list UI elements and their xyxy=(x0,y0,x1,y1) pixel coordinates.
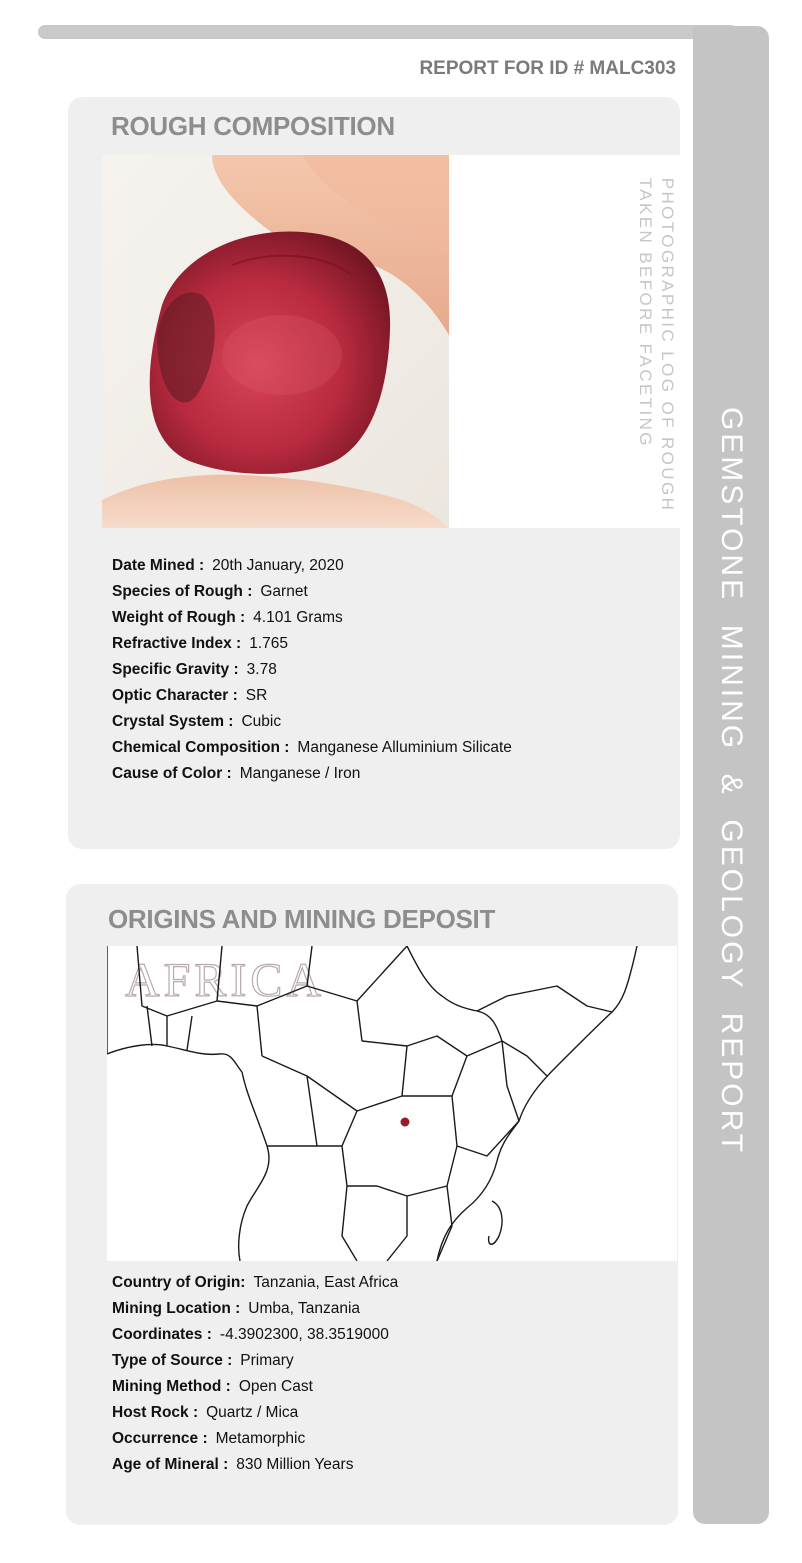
spec-value: Metamorphic xyxy=(215,1430,306,1447)
spec-row xyxy=(112,579,512,605)
spec-label: Weight of Rough : xyxy=(112,609,246,626)
spec-row xyxy=(112,761,512,787)
top-bar xyxy=(38,25,738,39)
spec-label: Date Mined : xyxy=(112,557,205,574)
spec-label: Crystal System : xyxy=(112,713,234,730)
spec-row xyxy=(112,1374,398,1400)
spec-value: Manganese / Iron xyxy=(239,765,361,782)
report-side-title xyxy=(693,26,769,1524)
spec-row xyxy=(112,657,512,683)
rough-composition-title: ROUGH COMPOSITION xyxy=(111,111,395,141)
origins-title: ORIGINS AND MINING DEPOSIT xyxy=(108,904,496,934)
spec-row xyxy=(112,553,512,579)
origin-spec-list xyxy=(112,1270,398,1478)
spec-label: Occurrence : xyxy=(112,1430,208,1447)
spec-value: Primary xyxy=(240,1352,294,1369)
spec-value: Umba, Tanzania xyxy=(248,1300,361,1317)
spec-value: -4.3902300, 38.3519000 xyxy=(219,1326,389,1343)
side-title-text: GEMSTONE MINING & GEOLOGY REPORT xyxy=(715,406,748,1156)
spec-label: Host Rock : xyxy=(112,1404,199,1421)
spec-label: Country of Origin: xyxy=(112,1274,246,1291)
spec-value: 3.78 xyxy=(246,661,277,678)
spec-row xyxy=(112,605,512,631)
spec-row xyxy=(112,1296,398,1322)
spec-value: 1.765 xyxy=(249,635,289,652)
map-africa-label: AFRICA xyxy=(125,954,326,1007)
spec-label: Refractive Index : xyxy=(112,635,242,652)
rough-spec-list xyxy=(112,553,512,787)
spec-value: Cubic xyxy=(241,713,282,730)
spec-label: Chemical Composition : xyxy=(112,739,290,756)
spec-value: SR xyxy=(245,687,268,704)
photo-caption-line1: PHOTOGRAPHIC LOG OF ROUGH xyxy=(658,177,677,513)
spec-label: Species of Rough : xyxy=(112,583,253,600)
spec-row xyxy=(112,1452,398,1478)
spec-label: Optic Character : xyxy=(112,687,238,704)
photo-area xyxy=(102,155,680,528)
africa-map xyxy=(107,946,677,1261)
spec-value: 4.101 Grams xyxy=(253,609,343,626)
spec-label: Mining Method : xyxy=(112,1378,231,1395)
spec-row xyxy=(112,631,512,657)
spec-label: Specific Gravity : xyxy=(112,661,239,678)
spec-value: Garnet xyxy=(260,583,308,600)
spec-value: 830 Million Years xyxy=(236,1456,354,1473)
spec-value: Open Cast xyxy=(238,1378,313,1395)
photo-caption xyxy=(633,175,679,515)
spec-label: Coordinates : xyxy=(112,1326,212,1343)
spec-value: Tanzania, East Africa xyxy=(253,1274,399,1291)
spec-row xyxy=(112,1348,398,1374)
spec-row xyxy=(112,1426,398,1452)
spec-value: Manganese Alluminium Silicate xyxy=(297,739,512,756)
spec-label: Mining Location : xyxy=(112,1300,241,1317)
mine-location-marker xyxy=(401,1118,410,1127)
spec-row xyxy=(112,683,512,709)
photo-caption-line2: TAKEN BEFORE FACETING xyxy=(636,177,655,448)
spec-row xyxy=(112,1270,398,1296)
spec-row xyxy=(112,1322,398,1348)
spec-value: 20th January, 2020 xyxy=(212,557,344,574)
spec-label: Cause of Color : xyxy=(112,765,232,782)
spec-row xyxy=(112,709,512,735)
spec-label: Age of Mineral : xyxy=(112,1456,229,1473)
spec-label: Type of Source : xyxy=(112,1352,233,1369)
spec-row xyxy=(112,735,512,761)
report-id: REPORT FOR ID # MALC303 xyxy=(419,58,676,79)
rough-gem-photo xyxy=(102,155,449,528)
spec-value: Quartz / Mica xyxy=(206,1404,299,1421)
spec-row xyxy=(112,1400,398,1426)
